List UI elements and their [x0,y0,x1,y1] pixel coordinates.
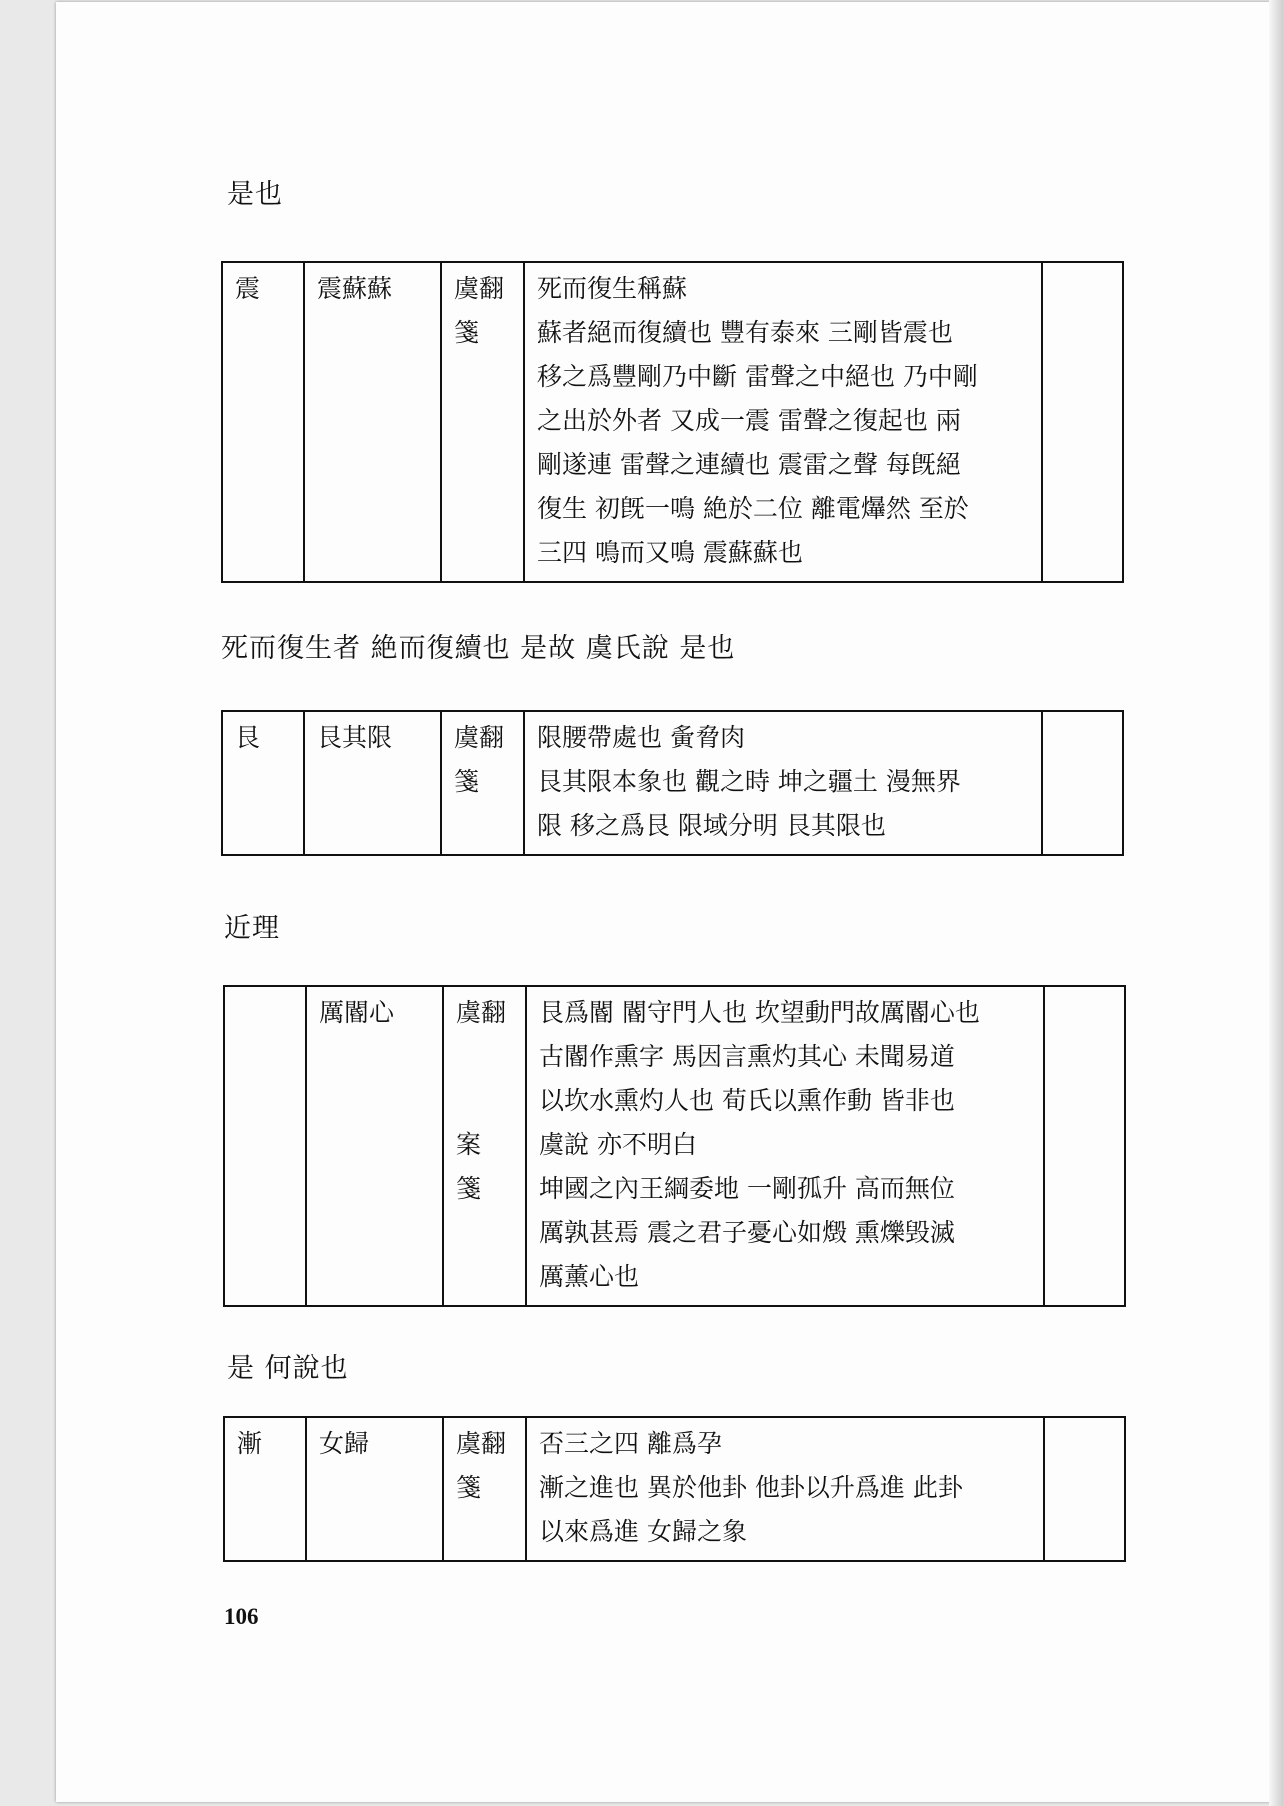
hexagram-cell: 震 [222,262,304,582]
paragraph-note: 近理 [224,913,280,944]
phrase-cell: 女歸 [306,1417,443,1561]
commentary-line: 古閽作熏字 馬因言熏灼其心 未聞易道 [539,1042,955,1071]
commentary-line: 限 移之爲艮 限域分明 艮其限也 [537,811,886,840]
empty-cell [1044,986,1125,1306]
label-cell [443,986,526,1306]
commentary-line: 厲孰甚焉 震之君子憂心如燬 熏爍毁滅 [539,1218,955,1247]
label-line [456,1079,513,1123]
page-edge [1269,0,1283,1806]
label-cell [441,262,524,582]
commentary-line: 厲薰心也 [539,1262,640,1291]
commentary-line: 否三之四 離爲孕 [539,1429,722,1458]
label-line: 箋 [456,1473,482,1502]
label-line: 箋 [456,1174,482,1203]
annotation-table-1 [221,261,1124,583]
annotation-table-4 [223,1416,1126,1562]
label-line: 箋 [454,318,480,347]
commentary-cell [524,711,1042,855]
commentary-cell [526,986,1044,1306]
commentary-line: 以來爲進 女歸之象 [539,1517,747,1546]
commentary-line: 蘇者絕而復續也 豐有泰來 三剛皆震也 [537,318,953,347]
page-number: 106 [224,1604,259,1629]
annotation-table-2 [221,710,1124,856]
label-line: 箋 [454,767,480,796]
label-cell [441,711,524,855]
label-line: 案 [456,1130,482,1159]
paragraph-question: 是 何說也 [227,1353,349,1384]
phrase-cell: 厲閽心 [306,986,443,1306]
paragraph-intro: 是也 [227,179,283,210]
commentary-line: 之出於外者 又成一震 雷聲之復起也 兩 [537,406,961,435]
commentary-line: 虞說 亦不明白 [539,1130,697,1159]
label-cell [443,1417,526,1561]
phrase-cell: 震蘇蘇 [304,262,441,582]
hexagram-cell: 艮 [222,711,304,855]
commentary-line: 限腰帶處也 夤脅肉 [537,723,745,752]
label-line: 虞翻 [454,274,505,303]
commentary-cell [526,1417,1044,1561]
commentary-line: 艮其限本象也 觀之時 坤之疆土 漫無界 [537,767,961,796]
label-line: 虞翻 [456,998,507,1027]
commentary-line: 坤國之內王綱委地 一剛孤升 高而無位 [539,1174,955,1203]
commentary-line: 三四 鳴而又鳴 震蘇蘇也 [537,538,803,567]
commentary-line: 剛遂連 雷聲之連續也 震雷之聲 每旣絕 [537,450,961,479]
label-line [456,1035,513,1079]
annotation-table-3 [223,985,1126,1307]
label-line: 虞翻 [456,1429,507,1458]
hexagram-cell [224,986,306,1306]
phrase-cell: 艮其限 [304,711,441,855]
hexagram-cell: 漸 [224,1417,306,1561]
commentary-line: 死而復生稱蘇 [537,274,688,303]
commentary-cell [524,262,1042,582]
commentary-line: 艮爲閽 閽守門人也 坎望動門故厲閽心也 [539,998,980,1027]
paragraph-commentary: 死而復生者 絶而復續也 是故 虞氏說 是也 [221,633,736,664]
commentary-line: 以坎水熏灼人也 荀氏以熏作動 皆非也 [539,1086,955,1115]
commentary-line: 移之爲豐剛乃中斷 雷聲之中絕也 乃中剛 [537,362,978,391]
commentary-line: 復生 初旣一鳴 絶於二位 離電爗然 至於 [537,494,969,523]
empty-cell [1042,262,1123,582]
empty-cell [1044,1417,1125,1561]
label-line: 虞翻 [454,723,505,752]
empty-cell [1042,711,1123,855]
commentary-line: 漸之進也 異於他卦 他卦以升爲進 此卦 [539,1473,963,1502]
